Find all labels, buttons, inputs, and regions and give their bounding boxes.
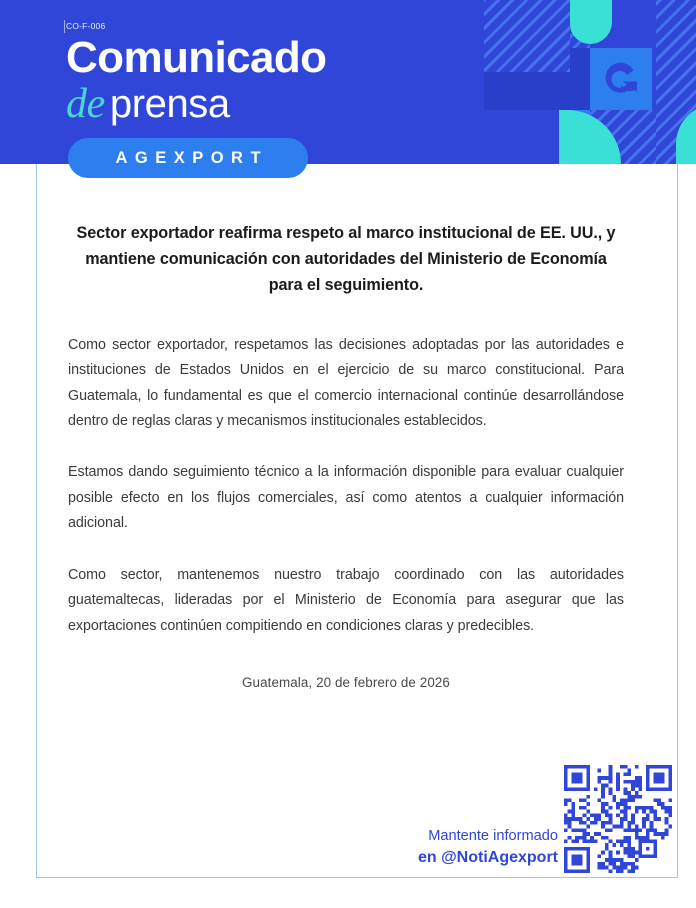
body-paragraph: Como sector exportador, respetamos las decisiones adoptadas por las autoridades e instituciones de Estados Unidos en el ejercicio de su marco constitucional. Para Guatemala, lo fundamental es que el comercio internacional continúe desarrollándose dentro de reglas claras y mecanismos institucionales establecidos.	[68, 336, 624, 430]
document-code: CO-F-006	[66, 21, 106, 31]
diagonal-stripes-decoration	[484, 0, 570, 72]
masthead	[66, 33, 327, 127]
document-body	[68, 196, 624, 690]
dateline: Guatemala, 20 de febrero de 2026	[242, 675, 450, 691]
code-tick-mark	[64, 20, 65, 33]
masthead-title-line2	[66, 82, 326, 127]
follow-us-cta	[418, 826, 558, 869]
cta-line-2: en @NotiAgexport	[417, 848, 558, 866]
agexport-g-logo	[590, 48, 652, 110]
footer	[0, 760, 696, 884]
body-paragraph: Estamos dando seguimiento técnico a la información disponible para evaluar cualquier posible efecto en los flujos comerciales, así como atentos a cualquier información adicional.	[68, 464, 624, 532]
agexport-brand-badge: AGEXPORT	[68, 138, 308, 178]
square-decoration	[484, 72, 570, 110]
masthead-title-line1: Comunicado	[66, 33, 327, 82]
teal-half-circle-decoration	[590, 0, 612, 44]
masthead-de-word: de	[66, 81, 105, 127]
cta-line-1: Mantente informado	[428, 828, 558, 844]
masthead-prensa-word: prensa	[109, 82, 230, 126]
qr-code[interactable]	[564, 765, 672, 873]
body-paragraph: Como sector, mantenemos nuestro trabajo coordinado con las autoridades guatemaltecas, lideradas por el Ministerio de Economía para asegurar que las exportaciones continúen compitiendo en condiciones claras y predecibles.	[68, 566, 624, 634]
square-decoration	[570, 48, 590, 110]
headline: Sector exportador reafirma respeto al marco institucional de EE. UU., y mantiene comunicación con autoridades del Ministerio de Economía para el seguimiento.	[76, 224, 616, 295]
